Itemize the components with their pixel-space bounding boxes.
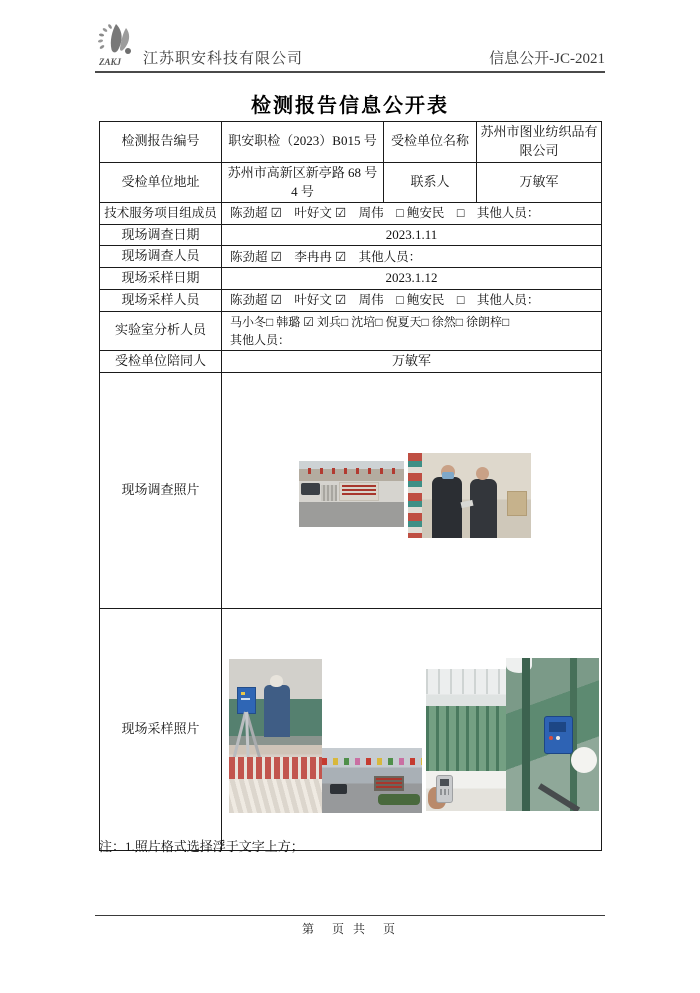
photo-person-left — [432, 477, 462, 538]
photo-ceiling-beams — [426, 669, 506, 694]
table-row — [100, 311, 602, 350]
photo-hedge — [378, 794, 420, 805]
photo-colorful-flags — [322, 758, 422, 765]
survey-staff-members: 陈劲超 ☑ 李冉冉 ☑ 其他人员： — [222, 246, 602, 268]
photo-sampler-label — [241, 698, 250, 700]
report-no-value: 职安职检（2023）B015 号 — [222, 122, 384, 163]
survey-date-label: 现场调查日期 — [100, 224, 222, 246]
lab-analysts-line2: 其他人员： — [230, 332, 291, 347]
photo-sampler-light — [241, 692, 245, 695]
company-name: 江苏职安科技有限公司 — [143, 51, 304, 67]
photo-machine-hall — [426, 669, 506, 811]
unit-address-label: 受检单位地址 — [100, 162, 222, 203]
project-team-members: 陈劲超 ☑ 叶好文 ☑ 周伟 □ 鲍安民 □ 其他人员： — [222, 203, 602, 224]
photo-inspectors-indoor — [408, 453, 531, 538]
escort-label: 受检单位陪同人 — [100, 350, 222, 372]
photo-floor-scraps — [229, 779, 322, 813]
unit-address-value: 苏州市高新区新亭路 68 号 4 号 — [222, 162, 384, 203]
table-row — [100, 290, 602, 312]
footer-rule — [95, 915, 605, 916]
sampling-photos-label: 现场采样照片 — [100, 608, 222, 850]
photo-blue-instrument — [544, 716, 573, 754]
photo-fence — [321, 485, 337, 501]
photo-instrument-dot — [549, 736, 553, 740]
photo-vehicle — [301, 483, 320, 495]
unit-name-value: 苏州市图业纺织品有限公司 — [477, 122, 602, 163]
company-logo — [95, 23, 143, 71]
photo-machine-instrument — [506, 658, 599, 811]
survey-photos-label: 现场调查照片 — [100, 372, 222, 608]
photo-factory-gate-street — [299, 461, 404, 527]
table-row — [100, 350, 602, 372]
photo-gate-sign-text — [376, 778, 402, 789]
photo-fabric-pile — [229, 757, 322, 779]
table-row — [100, 246, 602, 268]
photo-gate-sign-board — [374, 776, 404, 791]
photo-boxes — [507, 491, 527, 516]
photo-face-mask — [442, 472, 454, 479]
survey-staff-label: 现场调查人员 — [100, 246, 222, 268]
photo-gate-sign-text — [342, 485, 376, 497]
survey-photos-cell — [222, 372, 602, 608]
table-row — [100, 608, 602, 850]
sampling-staff-label: 现场采样人员 — [100, 290, 222, 312]
photo-gate-sign — [339, 482, 379, 501]
table-row — [100, 372, 602, 608]
photo-instrument-panel — [549, 722, 566, 732]
table-row — [100, 224, 602, 246]
logo-zakj-text: ZAKJ — [99, 57, 122, 67]
table-row — [100, 122, 602, 163]
contact-label: 联系人 — [384, 162, 477, 203]
footer-page-text: 第 页 共 页 — [301, 922, 398, 936]
photo-person-right — [470, 479, 497, 538]
logo-brush-icon — [95, 23, 143, 71]
photo-meter-screen — [440, 779, 449, 786]
report-no-label: 检测报告编号 — [100, 122, 222, 163]
escort-value: 万敏军 — [222, 350, 602, 372]
photo-worker-cap — [270, 675, 283, 687]
sampling-staff-members: 陈劲超 ☑ 叶好文 ☑ 周伟 □ 鲍安民 □ 其他人员： — [222, 290, 602, 312]
photo-handheld-meter — [436, 775, 453, 803]
photo-machine-rows — [426, 706, 506, 771]
page-title: 检测报告信息公开表 — [251, 95, 449, 117]
photo-flags-row — [299, 468, 404, 474]
photo-worker — [264, 685, 290, 737]
photo-meter-buttons — [440, 789, 449, 795]
photo-tripod-sampling — [229, 659, 322, 813]
letterhead — [95, 27, 605, 73]
sampling-photos-cell — [222, 608, 602, 850]
table-row — [100, 268, 602, 290]
project-team-label: 技术服务项目组成员 — [100, 203, 222, 224]
photo-sampler-box — [237, 687, 256, 714]
contact-value: 万敏军 — [477, 162, 602, 203]
unit-name-label: 受检单位名称 — [384, 122, 477, 163]
lab-analysts-members — [222, 311, 602, 350]
photo-frame-bar — [522, 658, 530, 811]
photo-gate-flags — [322, 748, 422, 813]
photo-instrument-dot — [556, 736, 560, 740]
photo-fabric-roll — [571, 747, 597, 773]
table-row — [100, 203, 602, 224]
photo-shelf-strip — [408, 453, 422, 538]
survey-date-value: 2023.1.11 — [222, 224, 602, 246]
doc-code: 信息公开-JC-2021 — [489, 51, 605, 67]
lab-analysts-line1: 马小冬□ 韩璐 ☑ 刘兵□ 沈培□ 倪夏天□ 徐然□ 徐朗梓□ — [230, 314, 510, 329]
sampling-date-label: 现场采样日期 — [100, 268, 222, 290]
sampling-date-value: 2023.1.12 — [222, 268, 602, 290]
disclosure-form-table — [99, 121, 602, 851]
photo-person-right-head — [476, 467, 489, 480]
footnote: 注：1.照片格式选择浮于文字上方； — [99, 839, 304, 854]
lab-analysts-label: 实验室分析人员 — [100, 311, 222, 350]
table-row — [100, 162, 602, 203]
photo-vehicle — [330, 784, 347, 794]
